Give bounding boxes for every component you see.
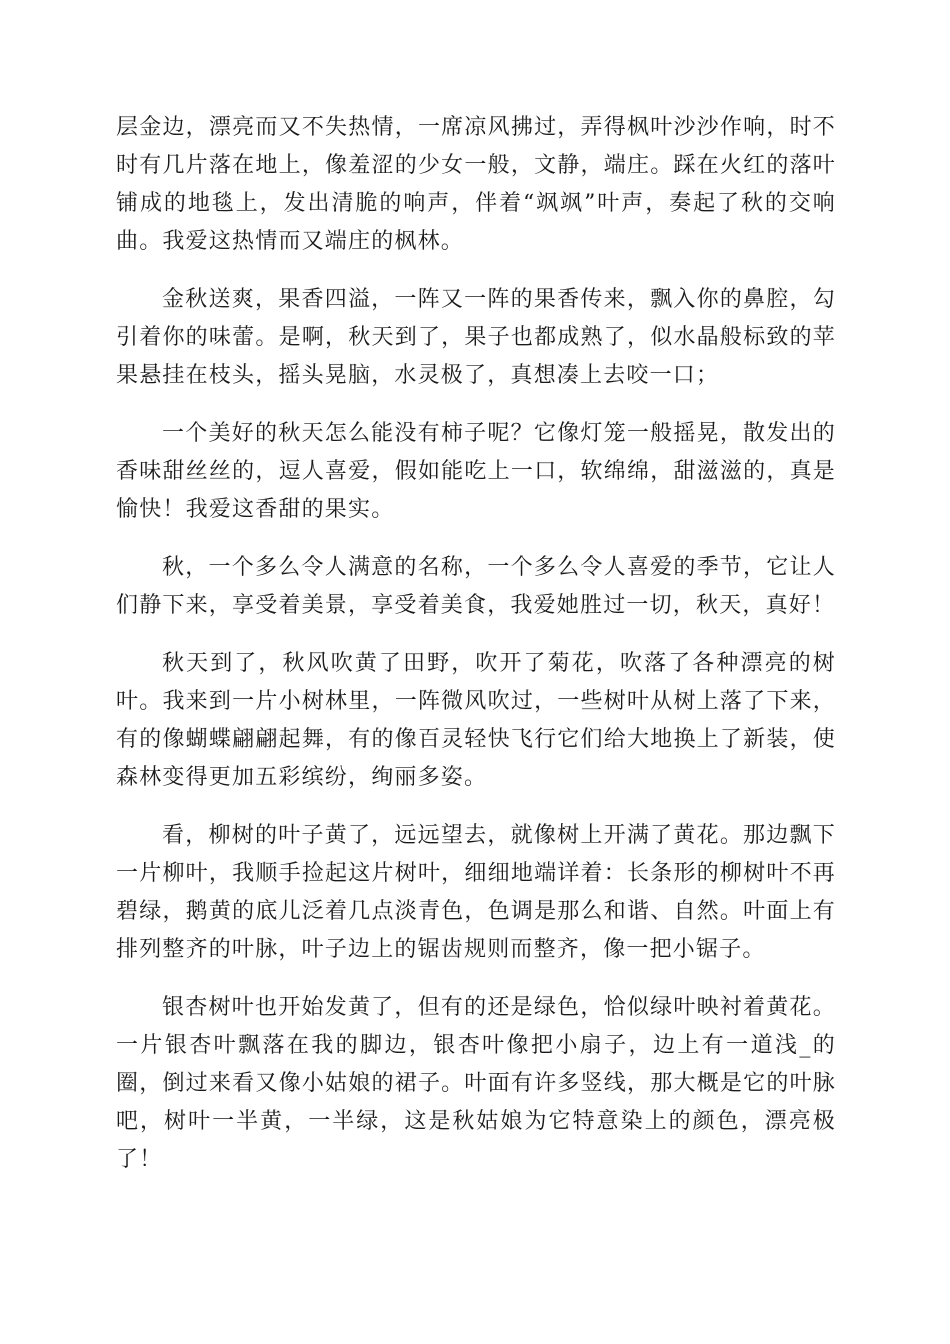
paragraph-persimmon: 一个美好的秋天怎么能没有柿子呢？它像灯笼一般摇晃，散发出的香味甜丝丝的，逗人喜爱，假如能吃上一口，软绵绵，甜滋滋的，真是愉快！我爱这香甜的果实。 — [116, 421, 836, 522]
paragraph-maple-forest: 层金边，漂亮而又不失热情，一席凉风拂过，弄得枫叶沙沙作响，时不时有几片落在地上，像羞涩的少女一般，文静，端庄。踩在火红的落叶铺成的地毯上，发出清脆的响声，伴着“飒飒”叶声，奏起了秋的交响曲。我爱这热情而又端庄的枫林。 — [116, 115, 836, 254]
document-body — [116, 109, 836, 1199]
paragraph-small-woods: 秋天到了，秋风吹黄了田野，吹开了菊花，吹落了各种漂亮的树叶。我来到一片小树林里，一阵微风吹过，一些树叶从树上落了下来，有的像蝴蝶翩翩起舞，有的像百灵轻快飞行它们给大地换上了新装，使森林变得更加五彩缤纷，绚丽多姿。 — [116, 651, 836, 790]
paragraph-fruit-fragrance: 金秋送爽，果香四溢，一阵又一阵的果香传来，飘入你的鼻腔，勾引着你的味蕾。是啊，秋天到了，果子也都成熟了，似水晶般标致的苹果悬挂在枝头，摇头晃脑，水灵极了，真想凑上去咬一口； — [116, 287, 836, 388]
paragraph-autumn-season: 秋，一个多么令人满意的名称，一个多么令人喜爱的季节，它让人们静下来，享受着美景，享受着美食，我爱她胜过一切，秋天，真好！ — [116, 555, 836, 618]
paragraph-willow-leaf: 看，柳树的叶子黄了，远远望去，就像树上开满了黄花。那边飘下一片柳叶，我顺手捡起这片树叶，细细地端详着：长条形的柳树叶不再碧绿，鹅黄的底儿泛着几点淡青色，色调是那么和谐、自然。叶面上有排列整齐的叶脉，叶子边上的锯齿规则而整齐，像一把小锯子。 — [116, 823, 836, 962]
paragraph-ginkgo-leaf: 银杏树叶也开始发黄了，但有的还是绿色，恰似绿叶映衬着黄花。一片银杏叶飘落在我的脚边，银杏叶像把小扇子，边上有一道浅_的圈，倒过来看又像小姑娘的裙子。叶面有许多竖线，那大概是它的叶脉吧，树叶一半黄，一半绿，这是秋姑娘为它特意染上的颜色，漂亮极了！ — [116, 995, 836, 1172]
